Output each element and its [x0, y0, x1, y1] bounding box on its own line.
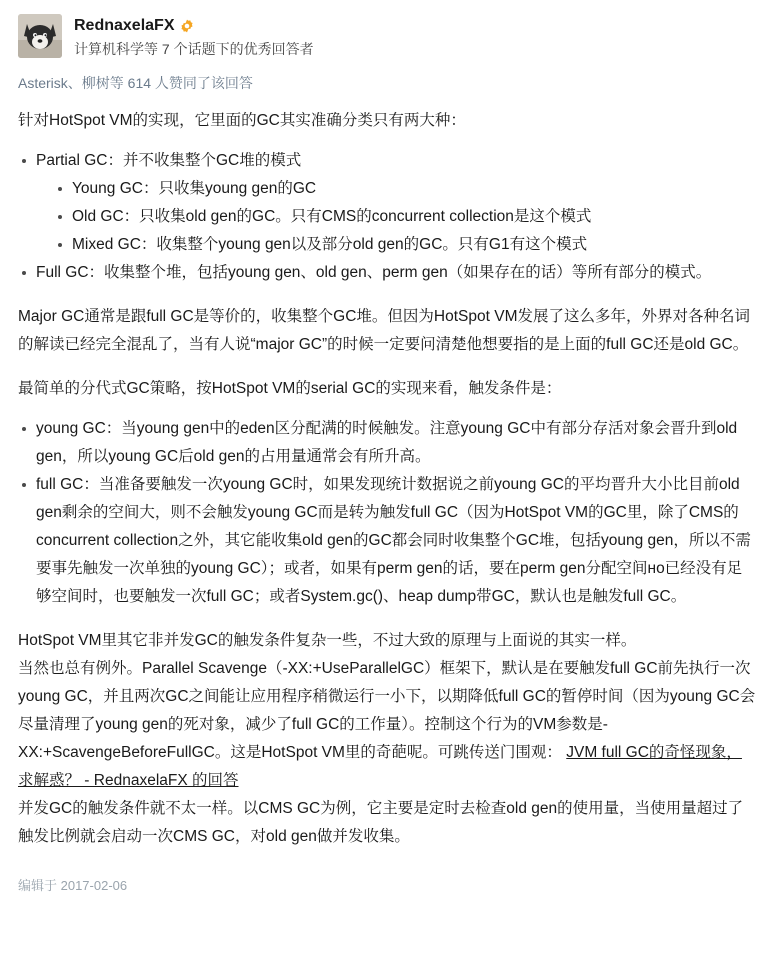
parallel-scavenge-paragraph — [18, 655, 757, 795]
major-gc-paragraph: Major GC通常是跟full GC是等价的，收集整个GC堆。但因为HotSpot VM发展了这么多年，外界对各种名词的解读已经完全混乱了，当有人说“major GC”的时候一定要问清楚他想要指的是上面的full GC还是old GC。 — [18, 308, 750, 353]
list-item — [18, 147, 757, 259]
avatar[interactable] — [18, 14, 62, 58]
voters-line[interactable]: Asterisk、柳树等 614 人赞同了该回答 — [18, 75, 253, 91]
gc-trigger-list — [18, 415, 757, 611]
list-item-label: Mixed GC：收集整个young gen以及部分old gen的GC。只有G1有这个模式 — [72, 236, 588, 253]
author-name-line — [74, 16, 314, 36]
list-item-label: full GC：当准备要触发一次young GC时，如果发现统计数据说之前young GC的平均晋升大小比目前old gen剩余的空间大，则不会触发young GC而是转为触发full GC（因为HotSpot VM的GC里，除了CMS的concurrent collection之外，其它能收集old gen的GC都会同时收集整个GC堆，包括young gen，所以不需要事先触发一次单独的young GC）；或者，如果有perm gen的话，要在perm gen分配空间но已经没有足够空间时，也要触发一次full GC；或者System.gc()、heap dump带GC，默认也是触发full GC。 — [36, 476, 751, 605]
author-bio: 计算机科学等 7 个话题下的优秀回答者 — [74, 40, 314, 57]
answer-intro-paragraph: 针对HotSpot VM的实现，它里面的GC其实准确分类只有两大种： — [18, 112, 466, 129]
trigger-intro-paragraph: 最简单的分代式GC策略，按HotSpot VM的serial GC的实现来看，触发条件是： — [18, 380, 562, 397]
list-item-label: Young GC：只收集young gen的GC — [72, 180, 317, 197]
partial-gc-sublist — [54, 175, 757, 259]
list-item — [54, 231, 757, 259]
cms-paragraph: 并发GC的触发条件就不太一样。以CMS GC为例，它主要是定时去检查old gen的使用量，当使用量超过了触发比例就会启动一次CMS GC，对old gen做并发收集。 — [18, 800, 744, 845]
answer-content — [18, 95, 757, 851]
list-item — [18, 471, 757, 611]
list-item — [18, 259, 757, 287]
list-item-label: Partial GC：并不收集整个GC堆的模式 — [36, 152, 302, 169]
parallel-scavenge-text: 当然也总有例外。Parallel Scavenge（-XX:+UseParallelGC）框架下，默认是在要触发full GC前先执行一次young GC，并且两次GC之间能让应用程序稍微运行一小下，以期降低full GC的暂停时间（因为young GC会尽量清理了young gen的死对象，减少了full GC的工作量）。控制这个行为的VM参数是-XX:+ScavengeBeforeFullGC。这是HotSpot VM里的奇葩呢。可跳传送门围观： — [18, 660, 756, 761]
author-name[interactable]: RednaxelaFX — [74, 16, 175, 34]
gc-classification-list — [18, 147, 757, 287]
list-item — [54, 203, 757, 231]
list-item-label: young GC：当young gen中的eden区分配满的时候触发。注意young GC中有部分存活对象会晋升到old gen，所以young GC后old gen的占用量通常会有所升高。 — [36, 420, 738, 465]
list-item — [18, 415, 757, 471]
related-answer-link[interactable]: JVM full GC的奇怪现象，求解惑？ - RednaxelaFX 的回答 — [18, 744, 742, 789]
list-item-label: Full GC：收集整个堆，包括young gen、old gen、perm gen（如果存在的话）等所有部分的模式。 — [36, 264, 712, 281]
author-header — [18, 10, 757, 61]
edited-timestamp: 编辑于 2017-02-06 — [18, 878, 128, 893]
list-item — [54, 175, 757, 203]
author-meta — [74, 14, 314, 59]
verified-gear-icon — [180, 19, 194, 33]
list-item-label: Old GC：只收集old gen的GC。只有CMS的concurrent collection是这个模式 — [72, 208, 592, 225]
other-triggers-paragraph: HotSpot VM里其它非并发GC的触发条件复杂一些，不过大致的原理与上面说的其实一样。 — [18, 632, 637, 649]
